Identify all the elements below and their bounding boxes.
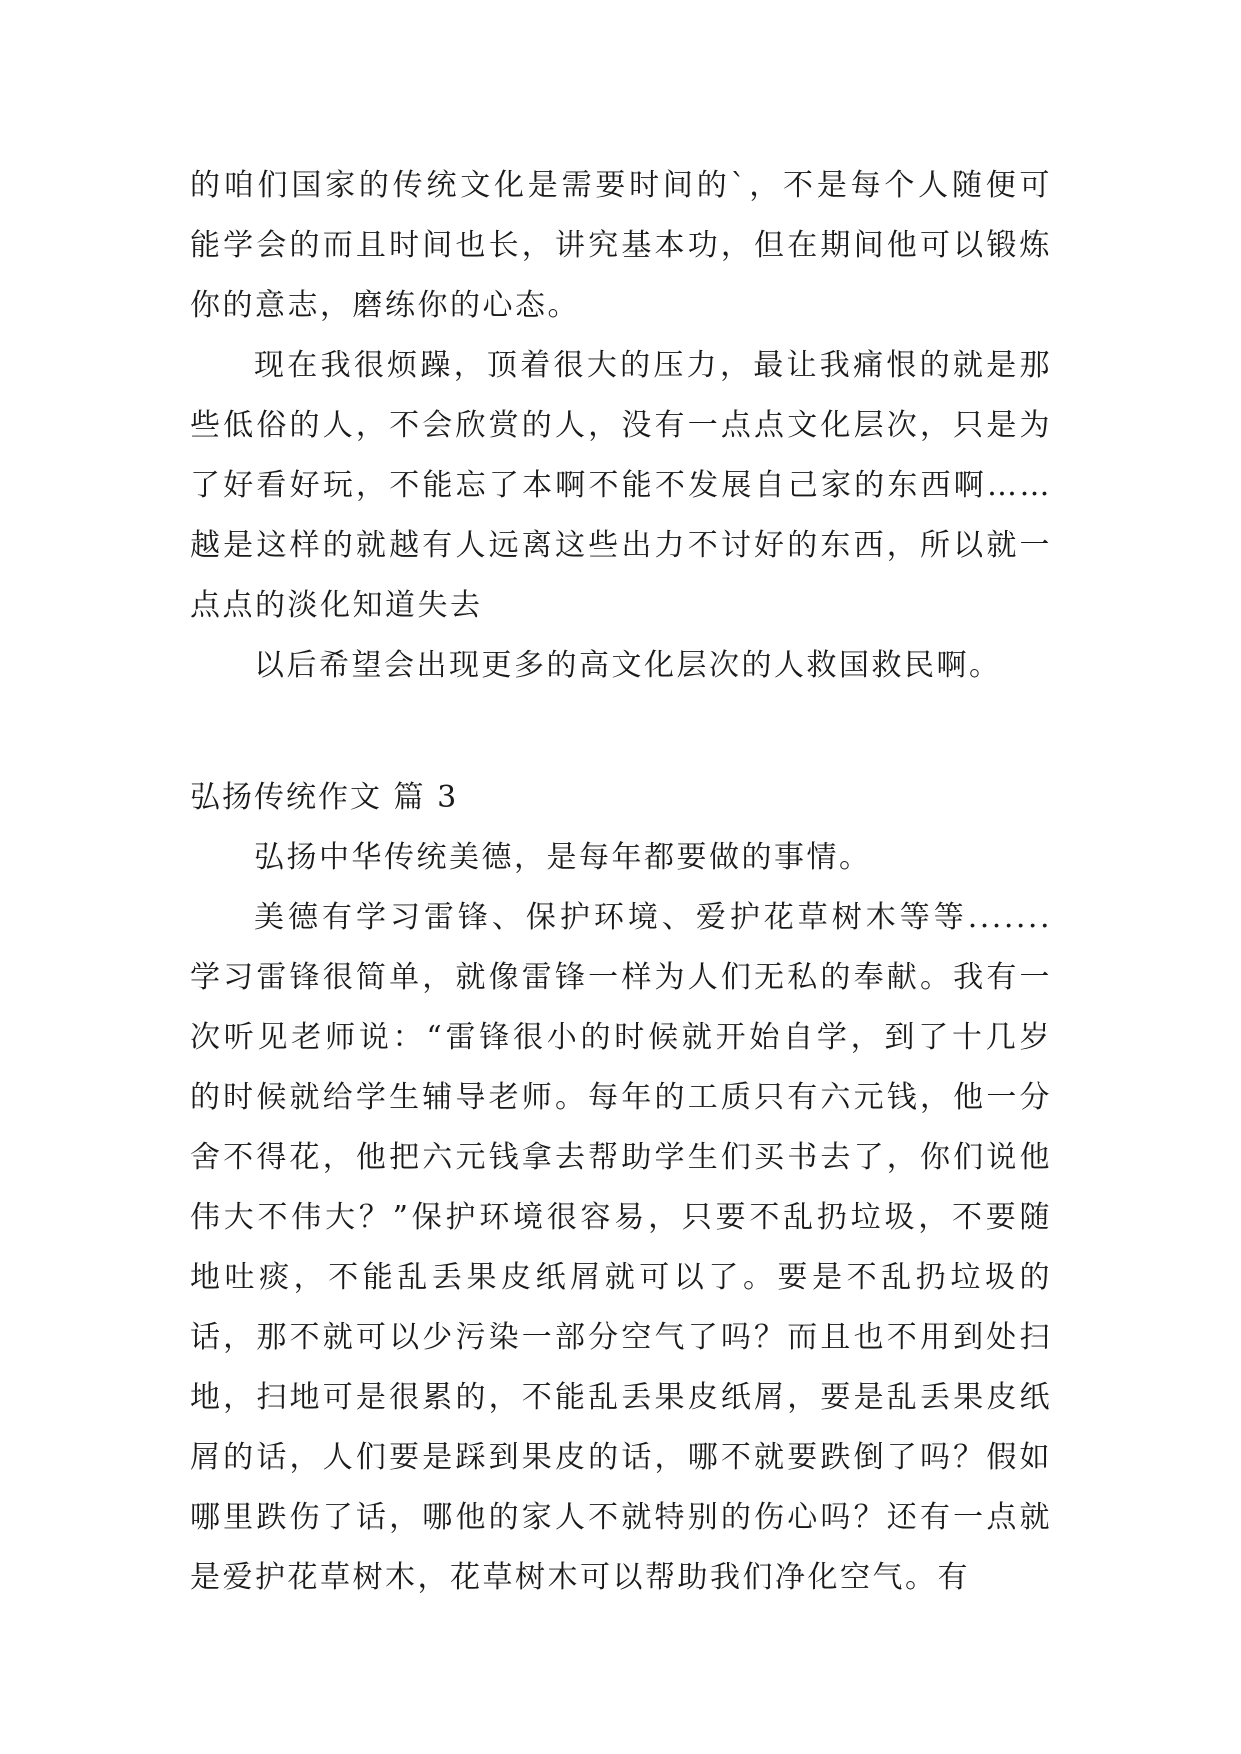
section-spacer xyxy=(190,696,1052,768)
section-title: 弘扬传统作文 篇 3 xyxy=(190,780,459,815)
text-column xyxy=(190,156,1052,1608)
paragraph-intro: 弘扬中华传统美德，是每年都要做的事情。 xyxy=(254,840,872,875)
paragraph-virtues: 美德有学习雷锋、保护环境、爱护花草树木等等....... 学习雷锋很简单，就像雷锋一样为人们无私的奉献。我有一次听见老师说：“雷锋很小的时候就开始自学，到了十几岁的时候就给学生辅导老师。每年的工质只有六元钱，他一分舍不得花，他把六元钱拿去帮助学生们买书去了，你们说他伟大不伟大？”保护环境很容易，只要不乱扔垃圾，不要随地吐痰，不能乱丢果皮纸屑就可以了。要是不乱扔垃圾的话，那不就可以少污染一部分空气了吗？而且也不用到处扫地，扫地可是很累的，不能乱丢果皮纸屑，要是乱丢果皮纸屑的话，人们要是踩到果皮的话，哪不就要跌倒了吗？假如哪里跌伤了话，哪他的家人不就特别的伤心吗？还有一点就是爱护花草树木，花草树木可以帮助我们净化空气。有 xyxy=(190,900,1052,1595)
paragraph-frustration: 现在我很烦躁，顶着很大的压力，最让我痛恨的就是那些低俗的人，不会欣赏的人，没有一点点文化层次，只是为了好看好玩，不能忘了本啊不能不发展自己家的东西啊……越是这样的就越有人远离这些出力不讨好的东西，所以就一点点的淡化知道失去 xyxy=(190,348,1052,623)
paragraph-hope: 以后希望会出现更多的高文化层次的人救国救民啊。 xyxy=(254,648,1002,683)
paragraph-continuation: 的咱们国家的传统文化是需要时间的`，不是每个人随便可能学会的而且时间也长，讲究基本功，但在期间他可以锻炼你的意志，磨练你的心态。 xyxy=(190,168,1052,323)
